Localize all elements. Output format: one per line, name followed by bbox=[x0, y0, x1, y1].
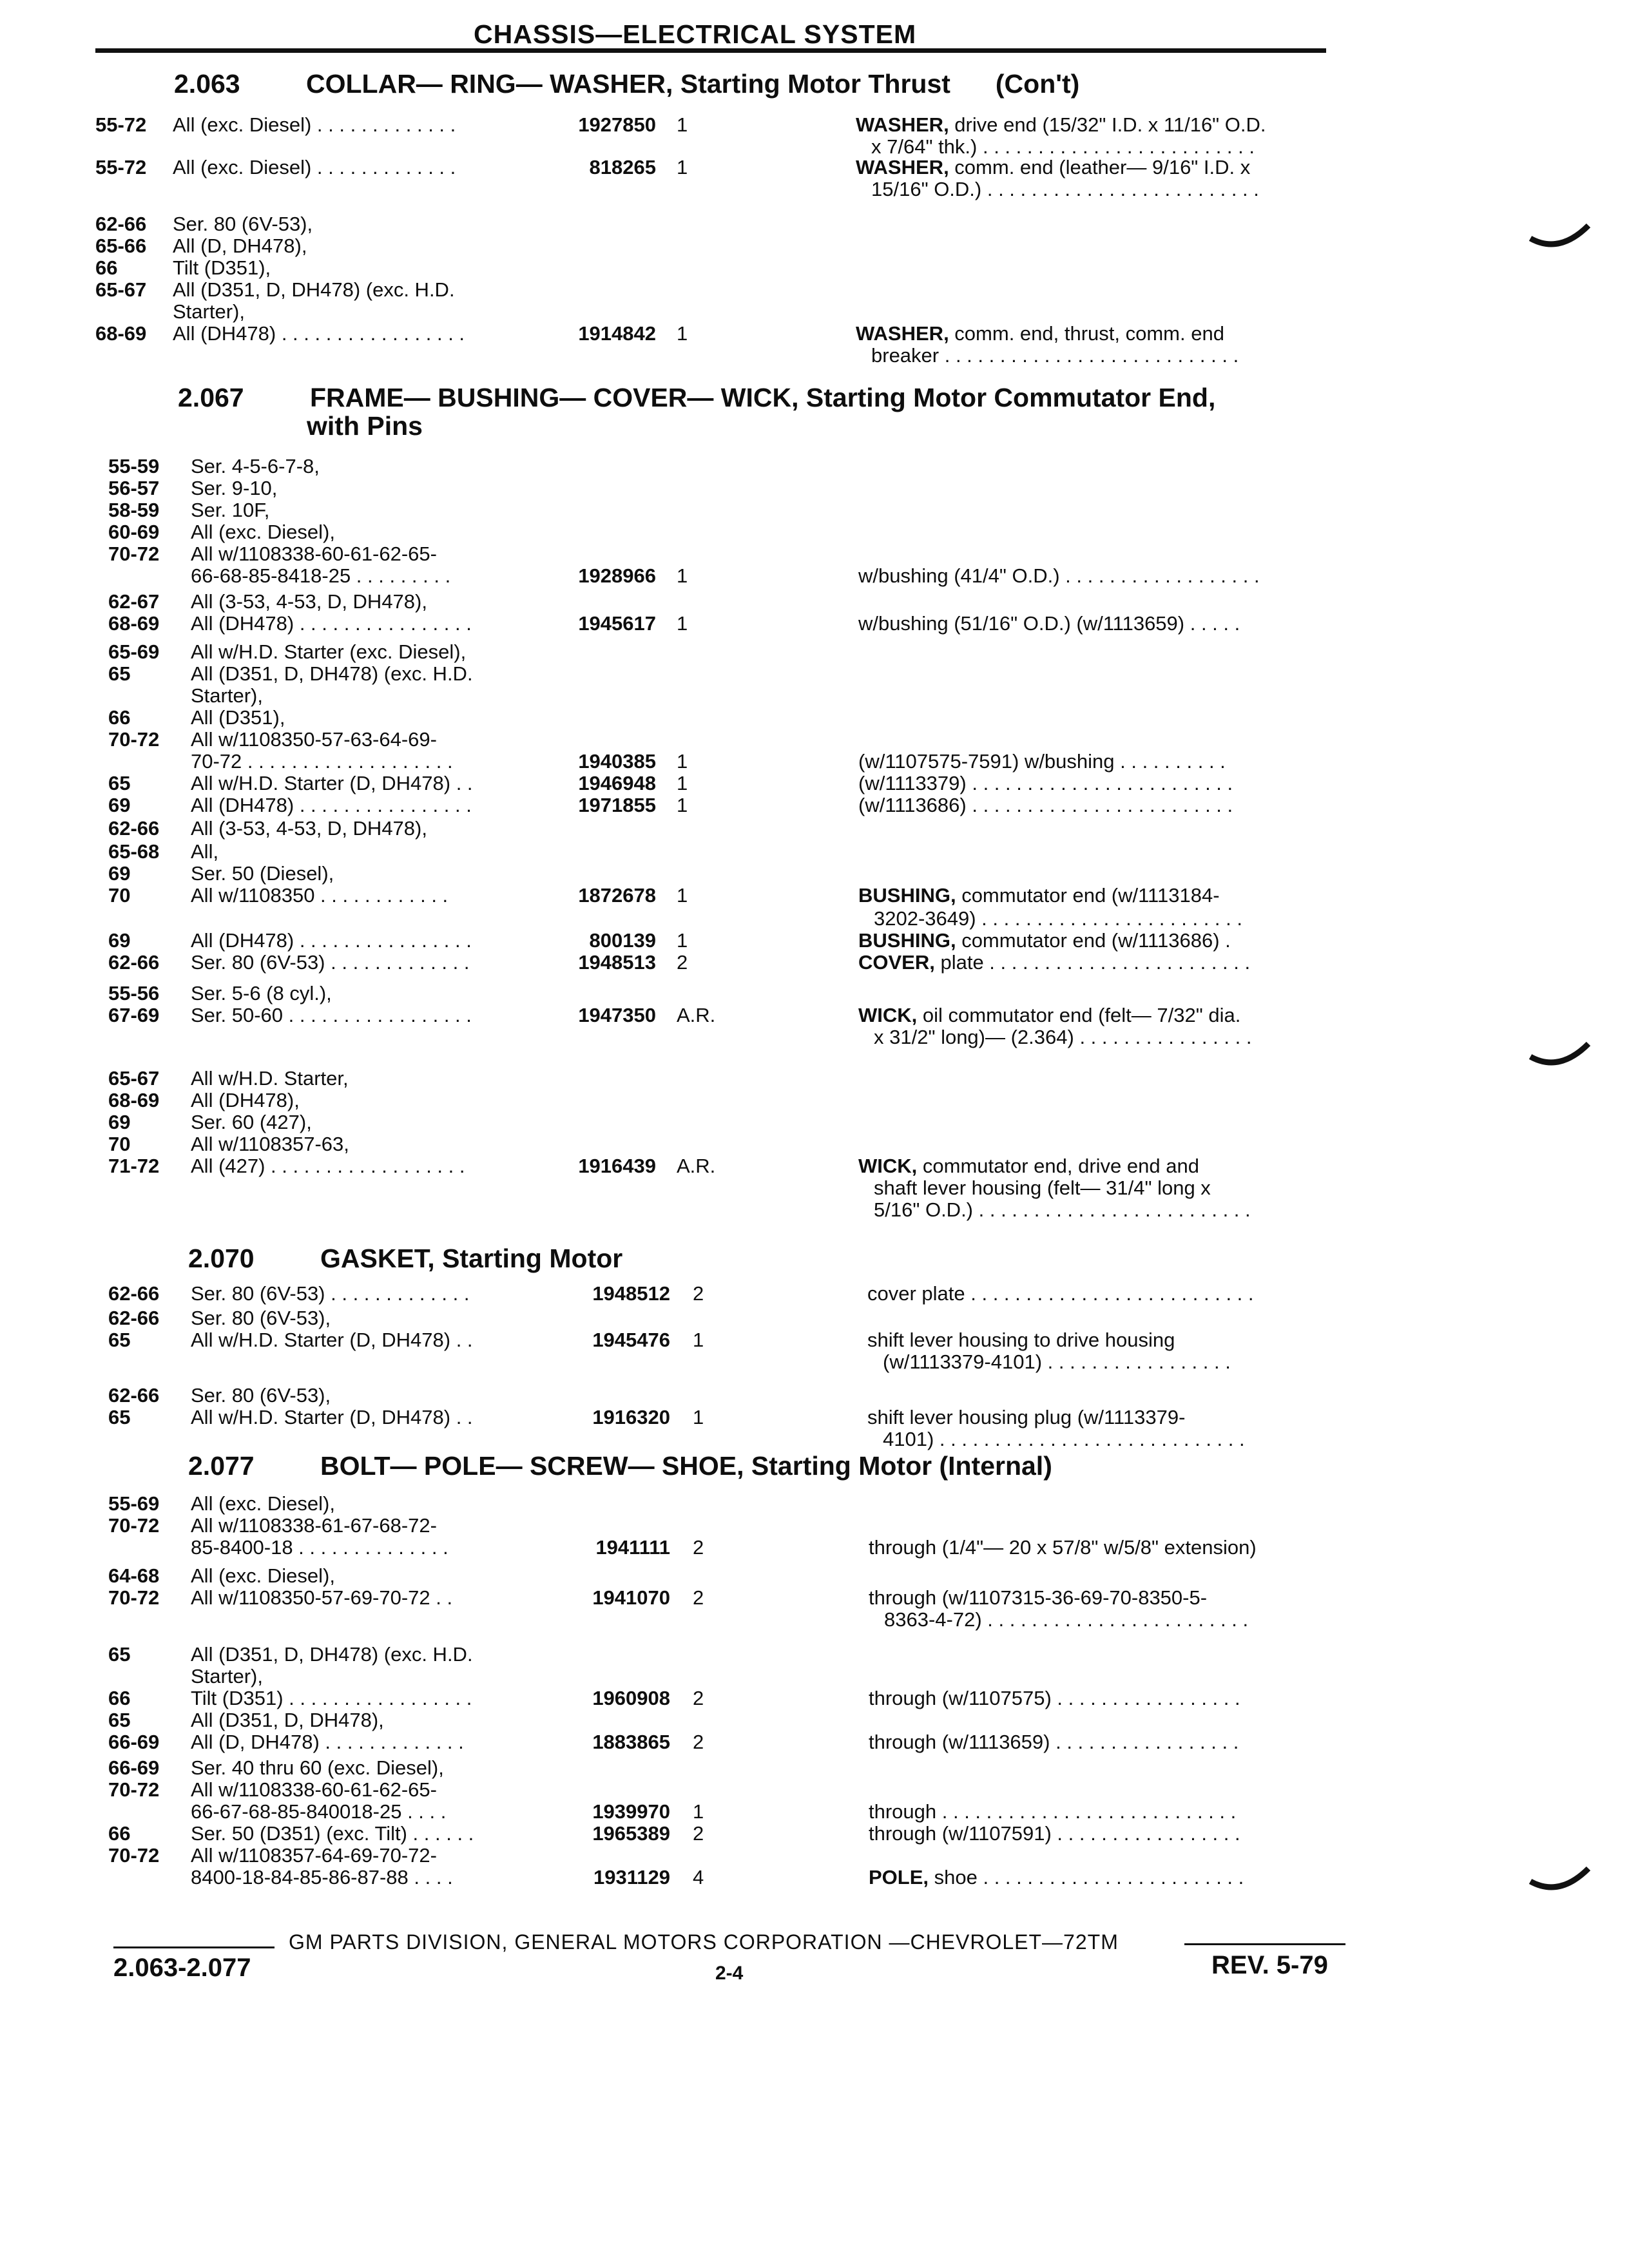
part-description: COVER, plate . . . . . . . . . . . . . . . . . . . . . . . . bbox=[858, 951, 1251, 974]
part-number: 1940385 bbox=[578, 750, 656, 773]
part-description: shift lever housing to drive housing bbox=[867, 1329, 1175, 1351]
quantity: 1 bbox=[693, 1800, 704, 1823]
quantity: 1 bbox=[677, 156, 688, 178]
quantity: 1 bbox=[677, 322, 688, 345]
part-description: BUSHING, commutator end (w/1113184- bbox=[858, 884, 1220, 907]
application: All w/1108350-57-69-70-72 . . bbox=[191, 1586, 453, 1609]
footer-section-range: 2.063-2.077 bbox=[113, 1954, 251, 1982]
application: Ser. 40 thru 60 (exc. Diesel), bbox=[191, 1756, 444, 1779]
footer-page-number: 2-4 bbox=[715, 1963, 744, 1984]
part-number: 1960908 bbox=[592, 1687, 670, 1709]
application: 85-8400-18 . . . . . . . . . . . . . . bbox=[191, 1536, 448, 1559]
quantity: 2 bbox=[693, 1687, 704, 1709]
part-description: through (w/1113659) . . . . . . . . . . . . . . . . . bbox=[869, 1731, 1239, 1753]
part-number: 1927850 bbox=[578, 113, 656, 136]
model-years: 55-72 bbox=[95, 156, 147, 178]
application: All (DH478) . . . . . . . . . . . . . . . . bbox=[191, 929, 472, 952]
application: All, bbox=[191, 840, 219, 863]
part-name: WASHER, bbox=[856, 113, 949, 136]
part-description: through (1/4"— 20 x 57/8" w/5/8" extension) bbox=[869, 1536, 1257, 1559]
model-years: 66 bbox=[108, 1687, 131, 1709]
part-description: through . . . . . . . . . . . . . . . . . . . . . . . . . . . bbox=[869, 1800, 1237, 1823]
binder-hole-mark-middle bbox=[1527, 1031, 1592, 1070]
model-years: 68-69 bbox=[95, 322, 147, 345]
application: All w/1108338-60-61-62-65- bbox=[191, 543, 437, 565]
part-number: 1872678 bbox=[578, 884, 656, 907]
section-title: FRAME— BUSHING— COVER— WICK, Starting Motor Commutator End, bbox=[310, 383, 1216, 412]
model-years: 71-72 bbox=[108, 1155, 160, 1177]
application: Ser. 5-6 (8 cyl.), bbox=[191, 982, 332, 1004]
application: All (DH478) . . . . . . . . . . . . . . . . bbox=[191, 794, 472, 816]
application: Starter), bbox=[173, 300, 245, 323]
application: Ser. 9-10, bbox=[191, 477, 278, 499]
part-name: BUSHING, bbox=[858, 929, 956, 952]
application: Ser. 80 (6V-53), bbox=[191, 1307, 331, 1329]
application: All (DH478), bbox=[191, 1089, 300, 1111]
model-years: 55-69 bbox=[108, 1492, 160, 1515]
application: All (D351, D, DH478) (exc. H.D. bbox=[191, 1643, 473, 1666]
model-years: 69 bbox=[108, 1111, 131, 1133]
section-title-continuation: with Pins bbox=[307, 411, 423, 441]
quantity: 1 bbox=[693, 1406, 704, 1428]
application: All (DH478) . . . . . . . . . . . . . . . . . bbox=[173, 322, 465, 345]
model-years: 68-69 bbox=[108, 612, 160, 635]
part-number: 1939970 bbox=[592, 1800, 670, 1823]
application: All (D351, D, DH478), bbox=[191, 1709, 384, 1731]
quantity: A.R. bbox=[677, 1155, 716, 1177]
model-years: 65 bbox=[108, 1709, 131, 1731]
part-name: BUSHING, bbox=[858, 884, 956, 907]
part-number: 1916320 bbox=[592, 1406, 670, 1428]
model-years: 66 bbox=[108, 1822, 131, 1845]
application: Ser. 50 (Diesel), bbox=[191, 862, 334, 885]
application: All (exc. Diesel) . . . . . . . . . . . . . bbox=[173, 113, 456, 136]
part-number: 1947350 bbox=[578, 1004, 656, 1026]
model-years: 62-66 bbox=[108, 817, 160, 840]
part-description: breaker . . . . . . . . . . . . . . . . . . . . . . . . . . . bbox=[871, 344, 1239, 367]
model-years: 68-69 bbox=[108, 1089, 160, 1111]
binder-hole-mark-bottom bbox=[1527, 1856, 1592, 1894]
section-number: 2.067 bbox=[178, 383, 244, 412]
quantity: 1 bbox=[677, 772, 688, 794]
model-years: 65-69 bbox=[108, 640, 160, 663]
quantity: 1 bbox=[677, 750, 688, 773]
application: All w/1108338-61-67-68-72- bbox=[191, 1514, 437, 1537]
model-years: 62-66 bbox=[108, 1384, 160, 1407]
part-number: 800139 bbox=[589, 929, 656, 952]
part-description: (w/1113379-4101) . . . . . . . . . . . . . . . . . bbox=[883, 1350, 1231, 1373]
quantity: 1 bbox=[677, 113, 688, 136]
part-number: 1916439 bbox=[578, 1155, 656, 1177]
part-description: through (w/1107591) . . . . . . . . . . . . . . . . . bbox=[869, 1822, 1240, 1845]
application: All (3-53, 4-53, D, DH478), bbox=[191, 590, 427, 613]
part-description: w/bushing (41/4" O.D.) . . . . . . . . . . . . . . . . . . bbox=[858, 564, 1260, 587]
application: All w/H.D. Starter (D, DH478) . . bbox=[191, 772, 473, 794]
application: All (exc. Diesel) . . . . . . . . . . . . . bbox=[173, 156, 456, 178]
part-number: 1971855 bbox=[578, 794, 656, 816]
model-years: 69 bbox=[108, 794, 131, 816]
application: All (exc. Diesel), bbox=[191, 521, 335, 543]
application: Tilt (D351) . . . . . . . . . . . . . . . . . bbox=[191, 1687, 472, 1709]
quantity: 1 bbox=[677, 612, 688, 635]
application: All (D, DH478) . . . . . . . . . . . . . bbox=[191, 1731, 464, 1753]
application: Ser. 4-5-6-7-8, bbox=[191, 455, 320, 477]
application: Ser. 60 (427), bbox=[191, 1111, 312, 1133]
part-number: 1965389 bbox=[592, 1822, 670, 1845]
application: All (427) . . . . . . . . . . . . . . . . . . bbox=[191, 1155, 465, 1177]
quantity: 2 bbox=[677, 951, 688, 974]
application: All (D, DH478), bbox=[173, 235, 307, 257]
model-years: 65 bbox=[108, 772, 131, 794]
quantity: 1 bbox=[677, 794, 688, 816]
application: Ser. 50-60 . . . . . . . . . . . . . . . . . bbox=[191, 1004, 472, 1026]
model-years: 69 bbox=[108, 862, 131, 885]
application: Ser. 80 (6V-53) . . . . . . . . . . . . . bbox=[191, 1282, 470, 1305]
section-number: 2.077 bbox=[188, 1451, 255, 1481]
footer-revision: REV. 5-79 bbox=[1211, 1951, 1328, 1979]
application: All w/H.D. Starter (exc. Diesel), bbox=[191, 640, 467, 663]
title-rule bbox=[95, 48, 1326, 53]
application: All w/1108350 . . . . . . . . . . . . bbox=[191, 884, 448, 907]
model-years: 69 bbox=[108, 929, 131, 952]
model-years: 60-69 bbox=[108, 521, 160, 543]
application: All w/1108357-63, bbox=[191, 1133, 349, 1155]
page-title: CHASSIS—ELECTRICAL SYSTEM bbox=[474, 19, 917, 49]
model-years: 70-72 bbox=[108, 1778, 160, 1801]
application: All w/1108338-60-61-62-65- bbox=[191, 1778, 437, 1801]
model-years: 65 bbox=[108, 1406, 131, 1428]
application: Ser. 10F, bbox=[191, 499, 270, 521]
quantity: 1 bbox=[677, 564, 688, 587]
part-number: 1941070 bbox=[592, 1586, 670, 1609]
binder-hole-mark-top bbox=[1527, 219, 1592, 251]
application: 66-67-68-85-840018-25 . . . . bbox=[191, 1800, 447, 1823]
part-number: 1883865 bbox=[592, 1731, 670, 1753]
model-years: 66-69 bbox=[108, 1756, 160, 1779]
part-number: 1941111 bbox=[595, 1536, 670, 1559]
application: Ser. 80 (6V-53), bbox=[173, 213, 313, 235]
model-years: 56-57 bbox=[108, 477, 160, 499]
section-number: 2.070 bbox=[188, 1244, 255, 1273]
model-years: 65 bbox=[108, 662, 131, 685]
model-years: 70-72 bbox=[108, 1514, 160, 1537]
part-number: 1948512 bbox=[592, 1282, 670, 1305]
section-header bbox=[178, 381, 1215, 414]
section-header bbox=[188, 1450, 1052, 1482]
model-years: 66 bbox=[95, 256, 118, 279]
part-number: 1946948 bbox=[578, 772, 656, 794]
model-years: 70-72 bbox=[108, 728, 160, 751]
quantity: A.R. bbox=[677, 1004, 716, 1026]
model-years: 62-67 bbox=[108, 590, 160, 613]
model-years: 65-67 bbox=[95, 278, 147, 301]
section-title: COLLAR— RING— WASHER, Starting Motor Thrust bbox=[306, 69, 950, 99]
application: All w/1108357-64-69-70-72- bbox=[191, 1844, 437, 1867]
model-years: 55-72 bbox=[95, 113, 147, 136]
part-number: 1928966 bbox=[578, 564, 656, 587]
quantity: 2 bbox=[693, 1536, 704, 1559]
section-title: GASKET, Starting Motor bbox=[320, 1244, 623, 1273]
part-description: WASHER, drive end (15/32" I.D. x 11/16" O.D. bbox=[856, 113, 1266, 136]
part-number: 1948513 bbox=[578, 951, 656, 974]
part-description: w/bushing (51/16" O.D.) (w/1113659) . . . . . bbox=[858, 612, 1240, 635]
footer-rule-left bbox=[113, 1946, 275, 1948]
part-description: (w/1113379) . . . . . . . . . . . . . . . . . . . . . . . . bbox=[858, 772, 1233, 794]
model-years: 70 bbox=[108, 1133, 131, 1155]
application: 8400-18-84-85-86-87-88 . . . . bbox=[191, 1866, 453, 1888]
part-description: cover plate . . . . . . . . . . . . . . . . . . . . . . . . . . bbox=[867, 1282, 1254, 1305]
application: All (exc. Diesel), bbox=[191, 1492, 335, 1515]
model-years: 58-59 bbox=[108, 499, 160, 521]
model-years: 62-66 bbox=[108, 951, 160, 974]
part-description: through (w/1107575) . . . . . . . . . . . . . . . . . bbox=[869, 1687, 1240, 1709]
application: All (3-53, 4-53, D, DH478), bbox=[191, 817, 427, 840]
part-description: WICK, oil commutator end (felt— 7/32" dia. bbox=[858, 1004, 1241, 1026]
part-name: POLE, bbox=[869, 1866, 929, 1888]
part-description: POLE, shoe . . . . . . . . . . . . . . . . . . . . . . . . bbox=[869, 1866, 1244, 1888]
part-description: (w/1113686) . . . . . . . . . . . . . . . . . . . . . . . . bbox=[858, 794, 1233, 816]
application: Ser. 80 (6V-53) . . . . . . . . . . . . . bbox=[191, 951, 470, 974]
quantity: 2 bbox=[693, 1822, 704, 1845]
application: All (exc. Diesel), bbox=[191, 1564, 335, 1587]
part-description: WICK, commutator end, drive end and bbox=[858, 1155, 1199, 1177]
model-years: 66 bbox=[108, 706, 131, 729]
part-description: WASHER, comm. end, thrust, comm. end bbox=[856, 322, 1224, 345]
application: Starter), bbox=[191, 684, 263, 707]
section-header bbox=[188, 1242, 622, 1274]
part-description: x 31/2" long)— (2.364) . . . . . . . . . . . . . . . . bbox=[874, 1026, 1252, 1048]
part-description: BUSHING, commutator end (w/1113686) . bbox=[858, 929, 1231, 952]
footer-publisher: GM PARTS DIVISION, GENERAL MOTORS CORPORATION —CHEVROLET—72TM bbox=[289, 1930, 1119, 1954]
application: All w/H.D. Starter, bbox=[191, 1067, 349, 1090]
model-years: 62-66 bbox=[108, 1307, 160, 1329]
part-description: (w/1107575-7591) w/bushing . . . . . . . . . . bbox=[858, 750, 1226, 773]
part-number: 1914842 bbox=[578, 322, 656, 345]
part-name: WASHER, bbox=[856, 156, 949, 178]
part-description: through (w/1107315-36-69-70-8350-5- bbox=[869, 1586, 1208, 1609]
quantity: 4 bbox=[693, 1866, 704, 1888]
quantity: 1 bbox=[693, 1329, 704, 1351]
model-years: 65 bbox=[108, 1643, 131, 1666]
quantity: 1 bbox=[677, 884, 688, 907]
model-years: 65-68 bbox=[108, 840, 160, 863]
part-description: x 7/64" thk.) . . . . . . . . . . . . . . . . . . . . . . . . . bbox=[871, 135, 1255, 158]
model-years: 62-66 bbox=[95, 213, 147, 235]
part-description: 3202-3649) . . . . . . . . . . . . . . . . . . . . . . . . bbox=[874, 907, 1242, 930]
model-years: 65 bbox=[108, 1329, 131, 1351]
model-years: 65-66 bbox=[95, 235, 147, 257]
application: All w/H.D. Starter (D, DH478) . . bbox=[191, 1329, 473, 1351]
application: All (D351, D, DH478) (exc. H.D. bbox=[191, 662, 473, 685]
quantity: 2 bbox=[693, 1731, 704, 1753]
model-years: 65-67 bbox=[108, 1067, 160, 1090]
part-number: 1945476 bbox=[592, 1329, 670, 1351]
application: All (D351), bbox=[191, 706, 285, 729]
part-name: COVER, bbox=[858, 951, 935, 974]
part-description: shift lever housing plug (w/1113379- bbox=[867, 1406, 1186, 1428]
part-number: 1931129 bbox=[593, 1866, 670, 1888]
quantity: 1 bbox=[677, 929, 688, 952]
part-description: 15/16" O.D.) . . . . . . . . . . . . . . . . . . . . . . . . . bbox=[871, 178, 1259, 200]
model-years: 55-56 bbox=[108, 982, 160, 1004]
quantity: 2 bbox=[693, 1586, 704, 1609]
application: Starter), bbox=[191, 1665, 263, 1687]
application: Ser. 50 (D351) (exc. Tilt) . . . . . . bbox=[191, 1822, 474, 1845]
application: 66-68-85-8418-25 . . . . . . . . . bbox=[191, 564, 451, 587]
model-years: 64-68 bbox=[108, 1564, 160, 1587]
model-years: 70 bbox=[108, 884, 131, 907]
part-description: 4101) . . . . . . . . . . . . . . . . . . . . . . . . . . . . bbox=[883, 1428, 1245, 1450]
application: All (DH478) . . . . . . . . . . . . . . . . bbox=[191, 612, 472, 635]
part-number: 1945617 bbox=[578, 612, 656, 635]
model-years: 66-69 bbox=[108, 1731, 160, 1753]
part-name: WASHER, bbox=[856, 322, 949, 345]
model-years: 55-59 bbox=[108, 455, 160, 477]
part-number: 818265 bbox=[589, 156, 656, 178]
quantity: 2 bbox=[693, 1282, 704, 1305]
application: All w/H.D. Starter (D, DH478) . . bbox=[191, 1406, 473, 1428]
application: 70-72 . . . . . . . . . . . . . . . . . . . bbox=[191, 750, 453, 773]
part-name: WICK, bbox=[858, 1155, 918, 1177]
part-description: 5/16" O.D.) . . . . . . . . . . . . . . . . . . . . . . . . . bbox=[874, 1198, 1251, 1221]
section-header bbox=[174, 68, 1079, 100]
section-title: BOLT— POLE— SCREW— SHOE, Starting Motor (Internal) bbox=[320, 1451, 1052, 1481]
application: Ser. 80 (6V-53), bbox=[191, 1384, 331, 1407]
application: Tilt (D351), bbox=[173, 256, 271, 279]
application: All (D351, D, DH478) (exc. H.D. bbox=[173, 278, 455, 301]
model-years: 67-69 bbox=[108, 1004, 160, 1026]
part-name: WICK, bbox=[858, 1004, 918, 1026]
part-description: shaft lever housing (felt— 31/4" long x bbox=[874, 1177, 1211, 1199]
section-number: 2.063 bbox=[174, 69, 240, 99]
model-years: 62-66 bbox=[108, 1282, 160, 1305]
model-years: 70-72 bbox=[108, 543, 160, 565]
model-years: 70-72 bbox=[108, 1586, 160, 1609]
section-continued-label: (Con't) bbox=[995, 69, 1080, 99]
model-years: 70-72 bbox=[108, 1844, 160, 1867]
part-description: WASHER, comm. end (leather— 9/16" I.D. x bbox=[856, 156, 1251, 178]
footer-rule-right bbox=[1184, 1943, 1345, 1945]
application: All w/1108350-57-63-64-69- bbox=[191, 728, 437, 751]
part-description: 8363-4-72) . . . . . . . . . . . . . . . . . . . . . . . . bbox=[884, 1608, 1249, 1631]
